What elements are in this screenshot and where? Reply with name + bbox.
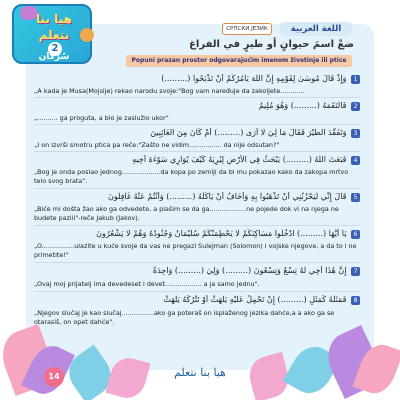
logo-line-1: هيا بنا bbox=[36, 12, 72, 26]
publisher-mark: هيا بنا نتعلم bbox=[174, 366, 226, 379]
divider bbox=[34, 262, 360, 263]
exercise-5-arabic bbox=[34, 192, 360, 202]
exercise-arabic-text: وَتَفَقَّدَ الطَّيْرَ فَقَالَ مَا لِيَ لَا أَرَى (.........) أَمْ كَانَ مِنَ الْغَائِبِينَ bbox=[150, 128, 347, 137]
exercise-6-arabic bbox=[34, 229, 360, 239]
exercise-number-badge: 3 bbox=[351, 129, 360, 138]
exercise-title-arabic: ضعْ اسمَ حيوانٍ أو طيرٍ في الفراغ bbox=[189, 39, 354, 50]
exercise-arabic-text: فَالْتَقَمَهُ (.........) وَهُوَ مُلِيمٌ bbox=[258, 101, 347, 110]
exercise-4-serbian: „Bog je onda poslao jednog...................da kopa po zemlji da bi mu pokazao kako da zakopa mrtvo telo svog brata". bbox=[34, 168, 349, 185]
logo-volume-number: 2 bbox=[48, 42, 62, 56]
exercise-5-serbian: „Biće mi došta žao ako ga odvedete, a plašim se da ga..................ne pojede dok vi na njega ne budete pazili"-reče Jakub (Jakov). bbox=[34, 205, 339, 222]
exercise-2-serbian: „.......... ga proguta, a bio je zaslužio ukor" bbox=[34, 114, 169, 122]
divider bbox=[34, 188, 360, 189]
exercise-8-serbian: „Njegov slučaj je kao slučaj................ako ga poteraš on isplaženog jezika dahće,a a ako ga se otarasiš, on opet dahće". bbox=[34, 309, 335, 326]
exercise-number-badge: 1 bbox=[351, 75, 360, 84]
exercise-7-serbian: „Ovaj moj prijatelj ima devedeset i devet.................. a ja samo jednu". bbox=[34, 280, 260, 288]
exercise-arabic-text: يَا أَيُّهَا (.........) ادْخُلُوا مَسَاكِنَكُمْ لَا يَحْطِمَنَّكُمْ سُلَيْمَانُ وَجُنُودُهُ وَهُمْ لَا يَشْعُرُونَ bbox=[96, 229, 347, 238]
divider bbox=[34, 97, 360, 98]
exercise-3-serbian: „I on izvrši smotru ptica pa reče:"Zašto ne vidim................ da nije odsutan?" bbox=[34, 141, 280, 149]
language-badge-arabic: اللغة العربية bbox=[280, 22, 352, 36]
exercise-2-arabic bbox=[34, 101, 360, 111]
exercise-arabic-text: قَالَ إِنِّي لَيَحْزُنُنِي أَنْ تَذْهَبُوا بِهِ وَأَخَافُ أَنْ يَأْكُلَهُ (.........) وَأَنْتُمْ عَنْهُ غَافِلُونَ bbox=[107, 192, 347, 201]
exercise-number-badge: 4 bbox=[351, 156, 360, 165]
exercise-title-serbian: Popuni prazan prostor odgovarajućim imenom životinje ili ptice bbox=[126, 55, 352, 67]
exercise-number-badge: 2 bbox=[351, 102, 360, 111]
exercise-arabic-text: وَإِذْ قَالَ مُوسَىٰ لِقَوْمِهِ إِنَّ اللَّهَ يَأْمُرُكُمْ أَنْ تَذْبَحُوا (.........) bbox=[161, 74, 347, 83]
logo-bubble-decoration-2 bbox=[80, 28, 94, 42]
exercise-arabic-text: فَبَعَثَ اللَّهُ (.........) يَبْحَثُ فِي الْأَرْضِ لِيُرِيَهُ كَيْفَ يُوَارِي سَوْءَةَ أَخِيهِ bbox=[132, 155, 347, 164]
exercise-1-serbian: „A kada je Musa(Mojsije) rekao narodu svoje:"Bog vam naređuje da zakoljete............ bbox=[34, 87, 305, 95]
exercise-6-serbian: „O................ulazite u kuće svoje da vas ne pregazi Sulejman (Solomon) i vojske njegove, a da to i ne primetite!" bbox=[34, 242, 357, 259]
exercise-arabic-text: إِنَّ هَٰذَا أَخِي لَهُ تِسْعٌ وَتِسْعُونَ (.........) وَلِيَ (.........) وَاحِدَةٌ bbox=[152, 266, 347, 275]
exercise-8-arabic bbox=[34, 295, 360, 305]
divider bbox=[34, 225, 360, 226]
divider bbox=[34, 124, 360, 125]
page-number: 14 bbox=[44, 367, 64, 387]
exercise-number-badge: 6 bbox=[351, 230, 360, 239]
logo-line-2: نتعلم bbox=[38, 28, 70, 42]
exercise-arabic-text: فَمَثَلُهُ كَمَثَلِ (.........) إِنْ تَحْمِلْ عَلَيْهِ يَلْهَثْ أَوْ تَتْرُكْهُ يَلْهَثْ bbox=[163, 295, 347, 304]
exercise-3-arabic bbox=[34, 128, 360, 138]
logo-line-3: سُرْكان bbox=[38, 52, 70, 62]
exercise-7-arabic bbox=[34, 266, 360, 276]
exercise-number-badge: 5 bbox=[351, 193, 360, 202]
publisher-logo bbox=[174, 366, 226, 392]
language-badge-serbian: СРПСКИ ЈЕЗИК bbox=[222, 23, 272, 35]
divider bbox=[34, 151, 360, 152]
exercise-number-badge: 7 bbox=[351, 267, 360, 276]
divider bbox=[34, 291, 360, 292]
exercise-4-arabic bbox=[34, 155, 360, 165]
exercise-1-arabic bbox=[34, 74, 360, 84]
exercise-number-badge: 8 bbox=[351, 296, 360, 305]
